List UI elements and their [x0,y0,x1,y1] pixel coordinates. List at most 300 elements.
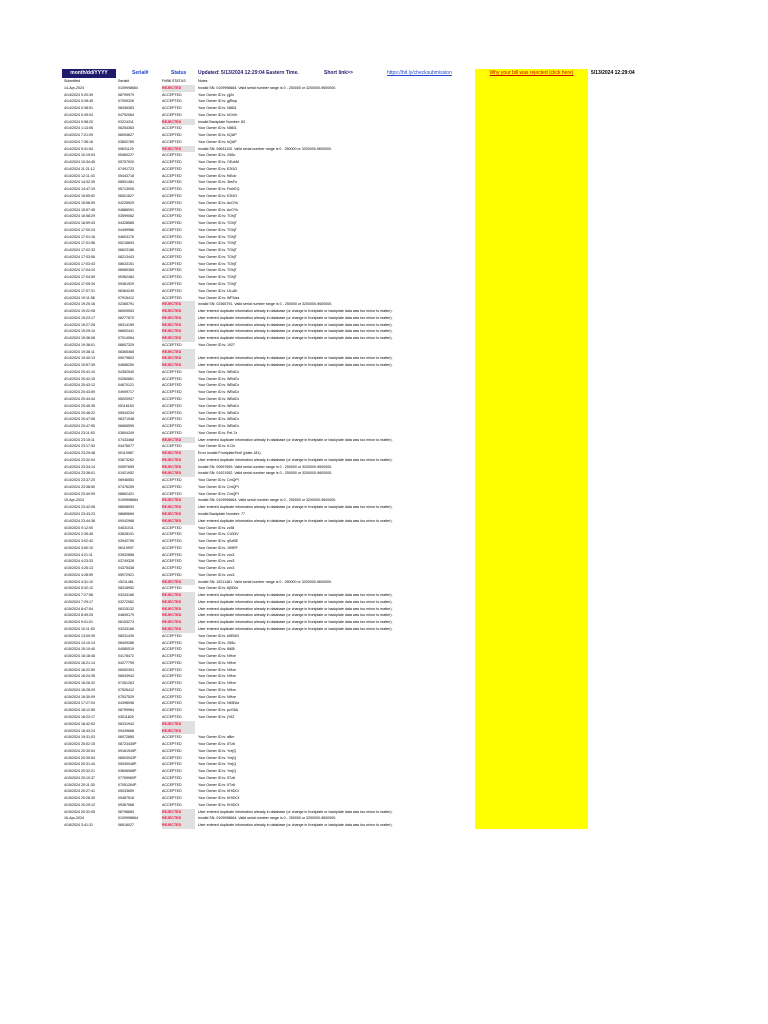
notes-cell: User entered duplicate information already in database (or change in frontplate or backplate data was too minor to matter). [198,809,393,814]
table-row [62,308,652,315]
notes-cell: Your Owner ID is: 1927 [198,342,236,347]
table-row [62,355,652,362]
table-row [62,105,652,112]
status-cell: ACCEPTED [162,383,182,388]
serial-cell: 02365791 [118,302,134,307]
table-row [62,802,652,809]
check-submission-link[interactable]: https://bit.ly/checksubmission [387,70,452,76]
notes-cell: Your Owner ID is: zvc3 [198,559,235,564]
table-row [62,200,652,207]
submitted-cell: 4/15/2024 17:27:04 [64,701,95,706]
serial-cell: 05713005 [118,187,134,192]
submitted-cell: 4/14/2024 23:17:53 [64,444,95,449]
table-row [62,612,652,619]
submitted-cell: 4/15/2024 20:32:21 [64,769,95,774]
status-cell: ACCEPTED [162,633,182,638]
status-cell: ACCEPTED [162,390,182,395]
submitted-cell: 4/14/2024 15:56:09 [64,200,95,205]
table-row [62,152,652,159]
submitted-cell: 4/15/2024 20:29:12 [64,802,95,807]
submitted-cell: 4/14/2024 19:23:17 [64,315,95,320]
status-cell: ACCEPTED [162,674,182,679]
submitted-cell: 4/14/2024 23:43:23 [64,512,95,516]
serial-cell: 04670121 [118,383,134,388]
table-row [62,572,652,579]
table-row [62,416,652,423]
submitted-cell: 4/15/2024 19:31:03 [64,735,95,740]
status-cell: ACCEPTED [162,559,182,564]
table-row [62,328,652,335]
status-cell: ACCEPTED [162,173,182,178]
serial-cell: 04178472 [118,654,134,659]
submitted-cell: 4/14/2024 20:47:50 [64,424,95,429]
notes-cell: Invalid SN: 01921952. Valid serial number range is 0 - 250000 or 3200000-9600000. [198,471,333,476]
serial-cell: 04352540 [118,369,134,374]
status-cell: ACCEPTED [162,552,182,557]
notes-cell: Your Owner ID is: CmQPI [198,484,239,489]
submitted-cell: 4/15/2024 3:50:10 [64,545,93,550]
submitted-cell: 4/14/2024 9:41:54 [64,146,93,151]
notes-cell: User entered duplicate information already in database (or change in frontplate or backplate data was too minor to matter). [198,322,393,327]
status-cell: REJECTED [162,322,195,329]
status-cell: ACCEPTED [162,207,182,212]
serial-cell: 07491723 [118,166,134,171]
status-cell: ACCEPTED [162,769,182,774]
submitted-cell: 4/14/2024 19:38:01 [64,342,95,347]
serial-cell: 09361929 [118,281,134,286]
notes-cell: Your Owner ID is: NHxe [198,667,237,672]
status-cell: ACCEPTED [162,545,182,550]
table-row [62,687,652,694]
serial-cell: 04849179 [118,613,134,618]
table-row [62,335,652,342]
submitted-cell: 4/14/2024 23:32:04 [64,457,95,462]
status-cell: ACCEPTED [162,248,182,253]
serial-cell: 09631120 [118,146,134,151]
notes-cell: Invalid Backplate Number: 77 [198,512,245,516]
table-row [62,728,652,735]
serial-cell: 06543943 [118,674,134,679]
serial-cell: 03749326 [118,559,134,564]
status-cell: ACCEPTED [162,106,182,111]
status-cell: ACCEPTED [162,295,182,300]
table-row [62,599,652,606]
status-cell: REJECTED [162,497,195,504]
status-cell: ACCEPTED [162,126,182,131]
table-row [62,497,652,504]
notes-cell: Invalid SN: 0109998664. Valid serial number range is 0 - 250000 or 3200000-9600000. [198,816,337,821]
status-cell: ACCEPTED [162,153,182,158]
notes-cell: Your Owner ID is: 5Tz6 [198,775,236,780]
submitted-cell: 4/14/2024 20:42:15 [64,376,95,381]
table-row [62,464,652,471]
status-cell: REJECTED [162,437,195,444]
serial-cell: 08436363 [118,106,134,111]
notes-cell: User entered duplicate information already in database (or change in frontplate or backplate data was too minor to matter). [198,505,393,510]
table-row [62,511,652,518]
table-row [62,85,652,92]
table-row [62,646,652,653]
table-row [62,626,652,633]
col-submitted: Submitted [64,79,81,83]
status-cell: REJECTED [162,809,195,816]
status-cell: ACCEPTED [162,667,182,672]
notes-cell: Your Owner ID is: NHxe [198,654,237,659]
submitted-cell: 4/14/2024 7:36:16 [64,139,93,144]
status-cell: REJECTED [162,511,195,518]
status-cell: REJECTED [162,599,195,606]
submitted-cell: 4/14/2024 20:43:12 [64,383,95,388]
status-cell: ACCEPTED [162,288,182,293]
status-cell: REJECTED [162,349,195,356]
status-cell: ACCEPTED [162,139,182,144]
notes-cell: User entered duplicate information already in database (or change in frontplate or backplate data was too minor to matter). [198,356,393,361]
table-row [62,755,652,762]
status-cell: REJECTED [162,721,195,728]
notes-cell: Your Owner ID is: TOhjT [198,261,237,266]
notes-cell: Your Owner ID is: PeL7z [198,430,238,435]
notes-cell: Your Owner ID is: N86I1 [198,106,237,111]
status-cell: REJECTED [162,362,195,369]
serial-cell: 07537529 [118,694,134,699]
table-row [62,186,652,193]
submitted-cell: 4/14/2024 23:36:01 [64,471,95,476]
notes-cell: Your Owner ID is: NHxe [198,681,237,686]
notes-cell: User entered duplicate information already in database (or change in frontplate or backplate data was too minor to matter). [198,620,393,625]
submitted-cell: 4/15/2024 20:10:37 [64,775,95,780]
status-cell: ACCEPTED [162,525,182,530]
status-cell: REJECTED [162,335,195,342]
notes-cell: Your Owner ID is: WBdCx [198,424,240,429]
notes-cell: Your Owner ID is: WBdCx [198,417,240,422]
status-cell: ACCEPTED [162,187,182,192]
notes-cell: Your Owner ID is: gjRwp [198,99,238,104]
serial-cell: 06665595 [118,424,134,429]
serial-cell: 08318952 [118,586,134,591]
submitted-cell: 4/15/2024 16:26:32 [64,681,95,686]
header-bar [62,69,652,78]
submitted-cell: 4/15/2024 20:32:05 [64,809,95,814]
serial-cell: 05972921 [118,572,134,577]
table-row [62,274,652,281]
table-row [62,504,652,511]
serial-cell: 05116153 [118,403,134,408]
table-row [62,585,652,592]
column-headers [62,78,652,85]
serial-header-label: Serial# [132,70,149,76]
serial-cell: 04656250 [118,363,134,368]
notes-cell: Your Owner ID is: 5Tz6 [198,742,236,747]
serial-cell: 04499986 [118,227,134,232]
updated-timestamp-text: Updated: 5/13/2024 12:29:04 Eastern Time. [198,70,299,76]
notes-cell: Your Owner ID is: NHxe [198,660,237,665]
notes-cell: Your Owner ID is: E2t3O [198,166,238,171]
status-cell: ACCEPTED [162,708,182,713]
col-serial: Serial# [118,79,130,83]
notes-cell: Your Owner ID is: fhEob [198,173,237,178]
table-row [62,741,652,748]
notes-cell: Invalid SN: 02365791. Valid serial number range is 0 - 250000 or 3200000-9600000. [198,302,333,307]
status-cell: REJECTED [162,146,195,153]
serial-cell: 07476259 [118,484,134,489]
status-cell: ACCEPTED [162,694,182,699]
serial-cell: 08213443 [118,254,134,259]
serial-cell: 03673262 [118,457,134,462]
serial-cell: 05930048P [118,762,137,767]
status-cell: ACCEPTED [162,572,182,577]
submitted-cell: 15-Apr-2024 [64,498,84,503]
serial-cell: 07915412 [118,295,134,300]
table-row [62,491,652,498]
table-row [62,227,652,234]
status-cell: REJECTED [162,504,195,511]
table-row [62,267,652,274]
notes-cell: Invalid SN: 0109998664. Valid serial number range is 0 - 250000 or 3200000-9600000. [198,85,337,90]
submitted-cell: 4/14/2024 14:32:39 [64,180,95,185]
serial-cell: 07451263 [118,681,134,686]
serial-cell: 07914064 [118,336,134,341]
notes-cell: Your Owner ID is: jY6Z [198,714,235,719]
status-cell: ACCEPTED [162,802,182,807]
submitted-cell: 4/15/2024 2:35:45 [64,532,93,537]
status-cell: ACCEPTED [162,782,182,787]
notes-cell: User entered duplicate information already in database (or change in frontplate or backplate data was too minor to matter). [198,606,393,611]
notes-cell: Your Owner ID is: WBdCx [198,410,240,415]
header-timestamp: 5/13/2024 12:29:04 [591,70,635,76]
submitted-cell: 4/15/2024 7:29:17 [64,599,93,604]
table-row [62,92,652,99]
status-cell: ACCEPTED [162,342,182,347]
serial-cell: 15211481 [118,579,134,584]
serial-cell: 08723435P [118,742,137,747]
status-cell: ACCEPTED [162,254,182,259]
serial-cell: 09367568 [118,802,134,807]
submitted-cell: 4/14/2024 23:34:14 [64,464,95,469]
serial-cell: 01921952 [118,471,134,476]
serial-cell: 06331943 [118,721,134,726]
table-row [62,518,652,525]
serial-cell: 06315132 [118,606,134,611]
table-row [62,450,652,457]
serial-cell: 08798683 [118,809,134,814]
submitted-cell: 4/15/2024 16:28:29 [64,687,95,692]
status-cell: REJECTED [162,328,195,335]
notes-cell: Your Owner ID is: 3bsFo [198,180,238,185]
status-cell: ACCEPTED [162,647,182,652]
submitted-cell: 4/14/2024 20:44:44 [64,396,95,401]
status-cell: REJECTED [162,815,195,822]
notes-cell: Invalid SN: 00597659. Valid serial number range is 0 - 250000 or 3200000-9600000. [198,464,333,469]
status-cell: ACCEPTED [162,681,182,686]
submitted-cell: 4/15/2024 0:12:00 [64,525,93,530]
submitted-cell: 4/15/2024 20:11:30 [64,782,95,787]
serial-cell: 06371048 [118,417,134,422]
table-row [62,423,652,430]
status-cell: ACCEPTED [162,396,182,401]
serial-cell: 08409286 [118,640,134,645]
table-row [62,653,652,660]
serial-cell: 06094627 [118,133,134,138]
status-cell: ACCEPTED [162,234,182,239]
serial-cell: 03011825 [118,714,134,719]
submitted-cell: 4/14/2024 19:22:08 [64,309,95,314]
table-row [62,146,652,153]
table-row [62,254,652,261]
serial-cell: 04886091 [118,207,134,212]
notes-cell: Your Owner ID is: TOhjT [198,214,237,219]
table-row [62,558,652,565]
submitted-cell: 4/14/2024 23:15:11 [64,437,95,442]
serial-cell: 06652441 [118,329,134,334]
serial-cell: 04080019 [118,647,134,652]
status-cell: ACCEPTED [162,484,182,489]
table-row [62,295,652,302]
notes-cell: Your Owner ID is: rLGn [198,444,236,449]
status-cell: ACCEPTED [162,92,182,97]
table-row [62,822,652,829]
why-rejected-link[interactable]: Why your bill was rejected (click here) [475,69,588,78]
serial-cell: 09487516 [118,796,134,801]
spreadsheet [62,69,652,829]
status-cell: REJECTED [162,450,195,457]
submitted-cell: 4/15/2024 18:12:55 [64,708,95,713]
table-row [62,443,652,450]
submitted-cell: 4/15/2024 20:27:41 [64,789,95,794]
serial-cell: 04375438 [118,566,134,571]
table-row [62,667,652,674]
submitted-cell: 4/14/2024 23:38:50 [64,484,95,489]
submitted-cell: 4/14/2024 11:21:12 [64,166,95,171]
notes-cell: Your Owner ID is: hGrVh [198,112,238,117]
table-row [62,119,652,126]
submitted-cell: 4/15/2024 20:30:54 [64,755,95,760]
notes-cell: Your Owner ID is: 2lli3o [198,640,236,645]
status-cell: ACCEPTED [162,660,182,665]
submitted-cell: 4/14/2024 16:59:43 [64,221,95,226]
notes-cell: User entered duplicate information already in database (or change in frontplate or backplate data was too minor to matter). [198,329,393,334]
serial-cell: 05033659 [118,789,134,794]
table-row [62,538,652,545]
serial-cell: 08501481 [118,180,134,185]
notes-cell: Your Owner ID is: yjjJn [198,92,235,97]
status-cell: ACCEPTED [162,268,182,273]
submitted-cell: 4/15/2024 16:18:46 [64,654,95,659]
notes-cell: Your Owner ID is: N86I1 [198,126,237,131]
submitted-cell: 4/15/2024 15:10:40 [64,647,95,652]
status-cell: ACCEPTED [162,478,182,483]
serial-cell: 08799964 [118,708,134,713]
status-cell: REJECTED [162,85,195,92]
notes-cell: Your Owner ID is: KHiDCt [198,802,240,807]
table-row [62,98,652,105]
table-row [62,470,652,477]
table-row [62,457,652,464]
submitted-cell: 4/14/2024 0:58:20 [64,119,93,124]
submitted-cell: 4/15/2024 16:21:14 [64,660,95,665]
submitted-cell: 4/14/2024 17:03:43 [64,261,95,266]
serial-cell: 04603176 [118,234,134,239]
notes-cell: Your Owner ID is: zvc3 [198,566,235,571]
submitted-cell: 4/14/2024 19:40:13 [64,356,95,361]
status-cell: ACCEPTED [162,180,182,185]
table-row [62,484,652,491]
table-row [62,673,652,680]
notes-cell: Your Owner ID is: hQAP [198,139,237,144]
submitted-cell: 4/15/2024 5:32:12 [64,586,93,591]
status-cell: REJECTED [162,612,195,619]
serial-cell: 05460227 [118,153,134,158]
notes-cell: Your Owner ID is: WBdCx [198,376,240,381]
table-row [62,261,652,268]
serial-cell: 07526412 [118,687,134,692]
status-cell: REJECTED [162,592,195,599]
serial-cell: 06009053 [118,309,134,314]
serial-cell: 08689669 [118,512,134,516]
status-cell: ACCEPTED [162,444,182,449]
status-cell: ACCEPTED [162,532,182,537]
status-cell: ACCEPTED [162,566,182,571]
notes-cell: Your Owner ID is: NMEAz [198,701,240,706]
table-row [62,193,652,200]
status-cell: REJECTED [162,119,195,126]
submitted-cell: 4/15/2024 13:09:39 [64,633,95,638]
submitted-cell: 4/14/2024 19:11:58 [64,295,95,300]
serial-cell: 03942755 [118,539,134,544]
serial-cell: 05757920 [118,160,134,165]
submitted-cell: 4/14/2024 17:01:56 [64,241,95,246]
status-cell: REJECTED [162,579,195,586]
serial-cell: 07099326 [118,99,134,104]
serial-cell: 08662421 [118,491,134,496]
notes-cell: Invalid SN: 0109998664. Valid serial number range is 0 - 250000 or 3200000-9600000. [198,498,337,503]
status-cell: ACCEPTED [162,424,182,429]
serial-cell: 0109998664 [118,816,138,821]
status-cell: ACCEPTED [162,586,182,591]
serial-cell: 08365465 [118,349,134,354]
notes-cell: Your Owner ID is: TOhjT [198,281,237,286]
serial-cell: 04792064 [118,112,134,117]
submitted-cell: 4/14/2024 1:13:06 [64,126,93,131]
submitted-cell: 4/14/2024 17:05:34 [64,281,95,286]
table-row [62,403,652,410]
table-row [62,159,652,166]
table-row [62,525,652,532]
submitted-cell: 4/14/2024 23:44:36 [64,518,95,523]
submitted-cell: 4/14/2024 23:40:09 [64,491,95,496]
submitted-cell: 4/14/2024 10:19:03 [64,153,95,158]
notes-cell: Your Owner ID is: KHiDCt [198,789,240,794]
submitted-cell: 4/14/2024 15:57:45 [64,207,95,212]
table-row [62,234,652,241]
status-cell: ACCEPTED [162,762,182,767]
submitted-cell: 4/14/2024 20:45:35 [64,403,95,408]
table-row [62,640,652,647]
status-cell: ACCEPTED [162,200,182,205]
submitted-cell: 4/15/2024 4:21:11 [64,552,93,557]
submitted-cell: 4/15/2024 18:42:53 [64,721,95,726]
submitted-cell: 4/14/2024 19:38:11 [64,349,95,354]
notes-cell: Your Owner ID is: zvc3 [198,552,235,557]
serial-cell: 06052303 [118,667,134,672]
serial-cell: 03652769 [118,139,134,144]
submitted-cell: 4/16/2024 3:41:31 [64,823,93,828]
notes-cell: Invalid SN: 15211481. Valid serial number range is 0 - 250000 or 3200000-9600000. [198,579,332,584]
serial-cell: 09161945P [118,748,137,753]
table-row [62,349,652,356]
notes-cell: Your Owner ID is: TOhjT [198,268,237,273]
status-cell: ACCEPTED [162,491,182,496]
notes-cell: Your Owner ID is: KHiDCt [198,796,240,801]
